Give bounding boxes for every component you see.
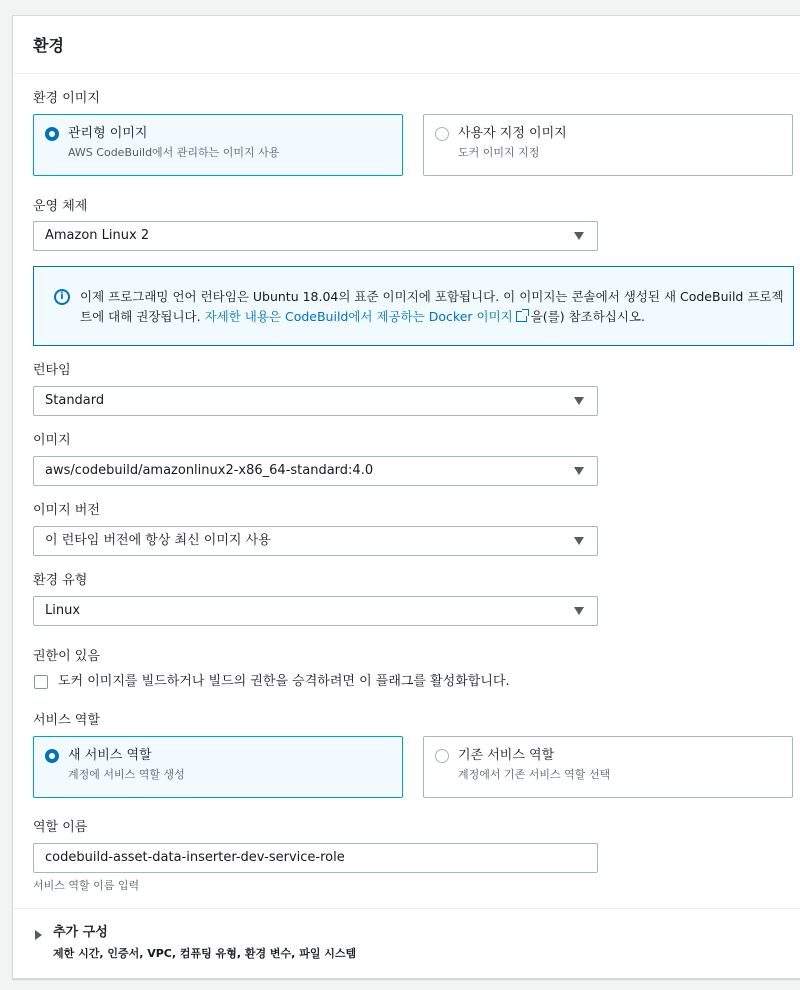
- role-name-label: 역할 이름: [33, 820, 88, 835]
- caret-down-icon: [574, 397, 584, 405]
- role-name-value: codebuild-asset-data-inserter-dev-service-role: [45, 850, 345, 865]
- radio-selected-icon[interactable]: [45, 749, 59, 763]
- additional-config-desc: 제한 시간, 인증서, VPC, 컴퓨팅 유형, 환경 변수, 파일 시스템: [53, 947, 357, 960]
- existing-service-role-desc: 계정에서 기존 서비스 역할 선택: [458, 768, 611, 781]
- os-label: 운영 체제: [33, 199, 88, 214]
- existing-service-role-option[interactable]: [423, 736, 793, 798]
- info-text-before: 이제 프로그래밍 언어 런타임은 Ubuntu 18.04의 표준 이미지에 포함됩니다. 이 이미지는 콘솔에서 생성된 새 CodeBuild 프로젝트에 대해 권장됩니다.: [80, 289, 784, 324]
- env-type-select[interactable]: [33, 596, 598, 626]
- os-select-value: Amazon Linux 2: [45, 228, 150, 243]
- new-service-role-desc: 계정에 서비스 역할 생성: [68, 768, 185, 781]
- info-alert: [33, 266, 794, 346]
- panel-header: [13, 16, 800, 74]
- os-select[interactable]: [33, 221, 598, 251]
- image-select[interactable]: [33, 456, 598, 486]
- environment-panel: [12, 15, 800, 979]
- image-version-select[interactable]: [33, 526, 598, 556]
- custom-image-title: 사용자 지정 이미지: [458, 126, 567, 141]
- managed-image-title: 관리형 이미지: [68, 126, 148, 141]
- runtime-select-value: Standard: [45, 393, 105, 408]
- runtime-label: 런타임: [33, 363, 71, 378]
- custom-image-option[interactable]: [423, 114, 793, 176]
- external-link-icon[interactable]: [516, 311, 527, 322]
- privileged-checkbox-label[interactable]: 도커 이미지를 빌드하거나 빌드의 권한을 승격하려면 이 플래그를 활성화합니다.: [58, 674, 510, 689]
- managed-image-option[interactable]: [33, 114, 403, 176]
- info-text: [80, 287, 786, 327]
- new-service-role-option[interactable]: [33, 736, 403, 798]
- new-service-role-title: 새 서비스 역할: [68, 748, 152, 763]
- runtime-select[interactable]: [33, 386, 598, 416]
- service-role-label: 서비스 역할: [33, 713, 100, 728]
- additional-config-toggle[interactable]: 추가 구성: [53, 925, 108, 940]
- managed-image-desc: AWS CodeBuild에서 관리하는 이미지 사용: [68, 146, 280, 159]
- image-label: 이미지: [33, 433, 71, 448]
- env-image-label: 환경 이미지: [33, 91, 100, 106]
- image-select-value: aws/codebuild/amazonlinux2-x86_64-standard:4.0: [45, 463, 374, 478]
- radio-unselected-icon[interactable]: [435, 749, 449, 763]
- caret-down-icon: [574, 232, 584, 240]
- docker-images-link[interactable]: 자세한 내용은 CodeBuild에서 제공하는 Docker 이미지: [204, 309, 513, 324]
- radio-selected-icon[interactable]: [45, 127, 59, 141]
- caret-down-icon: [574, 537, 584, 545]
- caret-down-icon: [574, 607, 584, 615]
- image-version-label: 이미지 버전: [33, 503, 100, 518]
- caret-right-icon[interactable]: [35, 930, 42, 940]
- role-name-input[interactable]: [33, 843, 598, 873]
- role-name-hint: 서비스 역할 이름 입력: [33, 879, 140, 892]
- radio-unselected-icon[interactable]: [435, 127, 449, 141]
- custom-image-desc: 도커 이미지 지정: [458, 146, 540, 159]
- privileged-checkbox[interactable]: [34, 675, 48, 689]
- privileged-label: 권한이 있음: [33, 649, 100, 664]
- divider: [13, 908, 800, 909]
- info-text-after: 을(를) 참조하십시오.: [530, 309, 646, 324]
- image-version-select-value: 이 런타임 버전에 항상 최신 이미지 사용: [45, 533, 271, 548]
- env-type-select-value: Linux: [45, 603, 81, 618]
- env-type-label: 환경 유형: [33, 573, 88, 588]
- existing-service-role-title: 기존 서비스 역할: [458, 748, 555, 763]
- caret-down-icon: [574, 467, 584, 475]
- info-icon: i: [54, 289, 70, 305]
- panel-title: 환경: [33, 36, 64, 55]
